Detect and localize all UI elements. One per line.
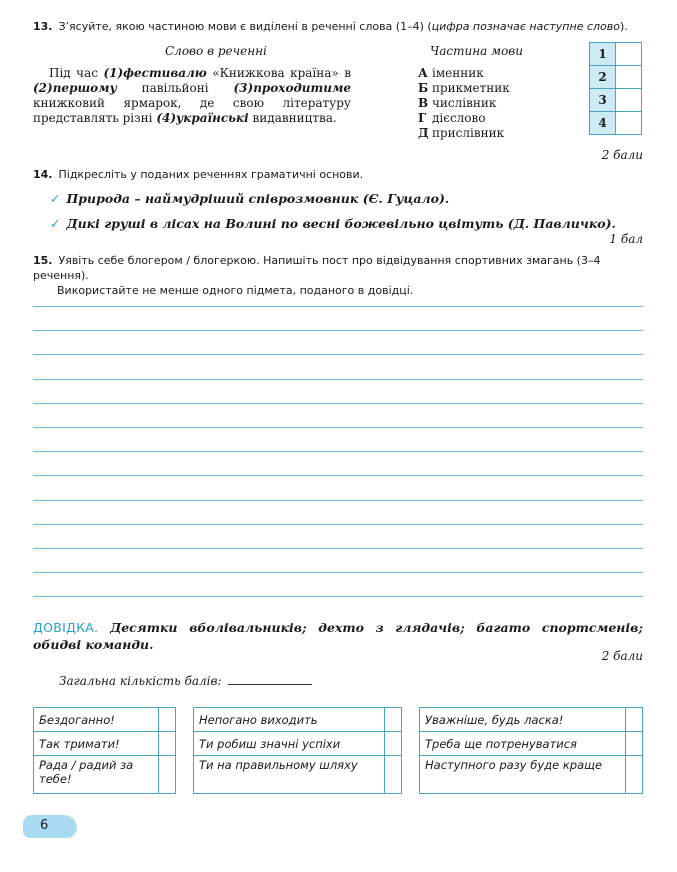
writing-line[interactable] (33, 475, 643, 476)
answer-row-number: 3 (590, 89, 616, 112)
q13-answer-grid (589, 42, 642, 135)
option-item (418, 111, 510, 126)
option-text: прислівник (432, 126, 505, 140)
option-item (418, 126, 510, 141)
q14-points: 1 бал (609, 232, 643, 246)
assessment-label: Уважніше, будь ласка! (420, 708, 626, 732)
assessment-table-1 (33, 707, 176, 794)
assessment-checkbox[interactable] (385, 708, 402, 732)
option-letter: Д (418, 126, 429, 140)
sentence-text: видавництва. (248, 111, 337, 125)
option-item (418, 66, 510, 81)
q14-prompt: 14. Підкресліть у поданих реченнях граматичні основи. (33, 168, 364, 181)
highlighted-word: (1)фестивалю (103, 66, 207, 80)
writing-line[interactable] (33, 330, 643, 331)
assessment-checkbox[interactable] (159, 732, 176, 756)
sentence-text: павільйоні (116, 81, 234, 95)
option-letter: В (418, 96, 429, 110)
page-number: 6 (40, 818, 49, 833)
column-header-part-of-speech: Частина мови (430, 44, 524, 58)
assessment-row (34, 756, 176, 794)
page-number-badge (23, 815, 77, 838)
answer-cell[interactable] (616, 66, 642, 89)
assessment-label: Рада / радий за тебе! (34, 756, 159, 794)
writing-line[interactable] (33, 500, 643, 501)
q15-prompt: 15. Уявіть себе блогером / блогеркою. Напишіть пост про відвідування спортивних змагань (3–4 речення). Використайте не менше одного підмета, поданого в довідці. (33, 254, 601, 297)
q13-options (418, 66, 510, 141)
assessment-row (420, 756, 643, 794)
assessment-checkbox[interactable] (626, 732, 643, 756)
option-text: числівник (432, 96, 497, 110)
assessment-label: Бездоганно! (34, 708, 159, 732)
assessment-label: Так тримати! (34, 732, 159, 756)
dovidka-text: Десятки вболівальників; дехто з глядачів; багато спортсменів; обидві команди. (33, 620, 643, 652)
option-letter: Б (418, 81, 429, 95)
column-header-sentence: Слово в реченні (165, 44, 267, 58)
assessment-label: Ти на правильному шляху (194, 756, 385, 794)
writing-line[interactable] (33, 306, 643, 307)
highlighted-word: (4)українські (156, 111, 249, 125)
assessment-label: Непогано виходить (194, 708, 385, 732)
q13-sentence (33, 66, 351, 126)
option-text: прикметник (432, 81, 510, 95)
q14-sentence-2[interactable]: ✓ Дикі груші в лісах на Волині по весні божевільно цвітуть (Д. Павличко). (50, 216, 616, 231)
answer-row (590, 112, 642, 135)
writing-line[interactable] (33, 379, 643, 380)
answer-row (590, 66, 642, 89)
assessment-checkbox[interactable] (626, 708, 643, 732)
option-item (418, 81, 510, 96)
q14-sentence-1[interactable]: ✓ Природа – наймудріший співрозмовник (Є. Гуцало). (50, 191, 450, 206)
q13-points: 2 бали (601, 148, 643, 162)
answer-row (590, 43, 642, 66)
answer-row-number: 4 (590, 112, 616, 135)
checkmark-icon: ✓ (50, 216, 61, 231)
assessment-label: Наступного разу буде краще (420, 756, 626, 794)
writing-line[interactable] (33, 548, 643, 549)
answer-cell[interactable] (616, 89, 642, 112)
dovidka-label: ДОВІДКА. (33, 620, 99, 635)
writing-line[interactable] (33, 427, 643, 428)
assessment-checkbox[interactable] (159, 756, 176, 794)
assessment-row (194, 756, 402, 794)
assessment-table-2 (193, 707, 402, 794)
assessment-label: Ти робиш значні успіхи (194, 732, 385, 756)
checkmark-icon: ✓ (50, 191, 61, 206)
writing-line[interactable] (33, 572, 643, 573)
writing-line[interactable] (33, 451, 643, 452)
q15-points: 2 бали (601, 649, 643, 663)
assessment-row (34, 732, 176, 756)
option-letter: Г (418, 111, 427, 125)
highlighted-word: (3)проходитиме (233, 81, 351, 95)
assessment-checkbox[interactable] (626, 756, 643, 794)
option-text: іменник (432, 66, 484, 80)
sentence-text: книжковий ярмарок, де свою літературу представлять різні (33, 96, 351, 125)
q13-prompt: 13. З’ясуйте, якою частиною мови є виділені в реченні слова (1–4) (цифра позначає наступне слово). (33, 20, 628, 33)
sentence-text: Під час (49, 66, 104, 80)
assessment-row (194, 708, 402, 732)
assessment-row (34, 708, 176, 732)
option-item (418, 96, 510, 111)
assessment-label: Треба ще потренуватися (420, 732, 626, 756)
option-letter: А (418, 66, 428, 80)
total-score-field[interactable] (228, 672, 312, 685)
writing-line[interactable] (33, 403, 643, 404)
assessment-row (420, 732, 643, 756)
answer-cell[interactable] (616, 43, 642, 66)
highlighted-word: (2)першому (33, 81, 117, 95)
writing-line[interactable] (33, 354, 643, 355)
assessment-checkbox[interactable] (385, 732, 402, 756)
assessment-row (420, 708, 643, 732)
sentence-text: «Книжкова країна» в (206, 66, 351, 80)
writing-line[interactable] (33, 524, 643, 525)
answer-row-number: 2 (590, 66, 616, 89)
answer-row (590, 89, 642, 112)
answer-row-number: 1 (590, 43, 616, 66)
assessment-checkbox[interactable] (159, 708, 176, 732)
dovidka (33, 619, 643, 653)
assessment-checkbox[interactable] (385, 756, 402, 794)
option-text: дієслово (432, 111, 486, 125)
writing-line[interactable] (33, 596, 643, 597)
assessment-row (194, 732, 402, 756)
answer-cell[interactable] (616, 112, 642, 135)
assessment-table-3 (419, 707, 643, 794)
total-score: Загальна кількість балів: (59, 672, 312, 688)
